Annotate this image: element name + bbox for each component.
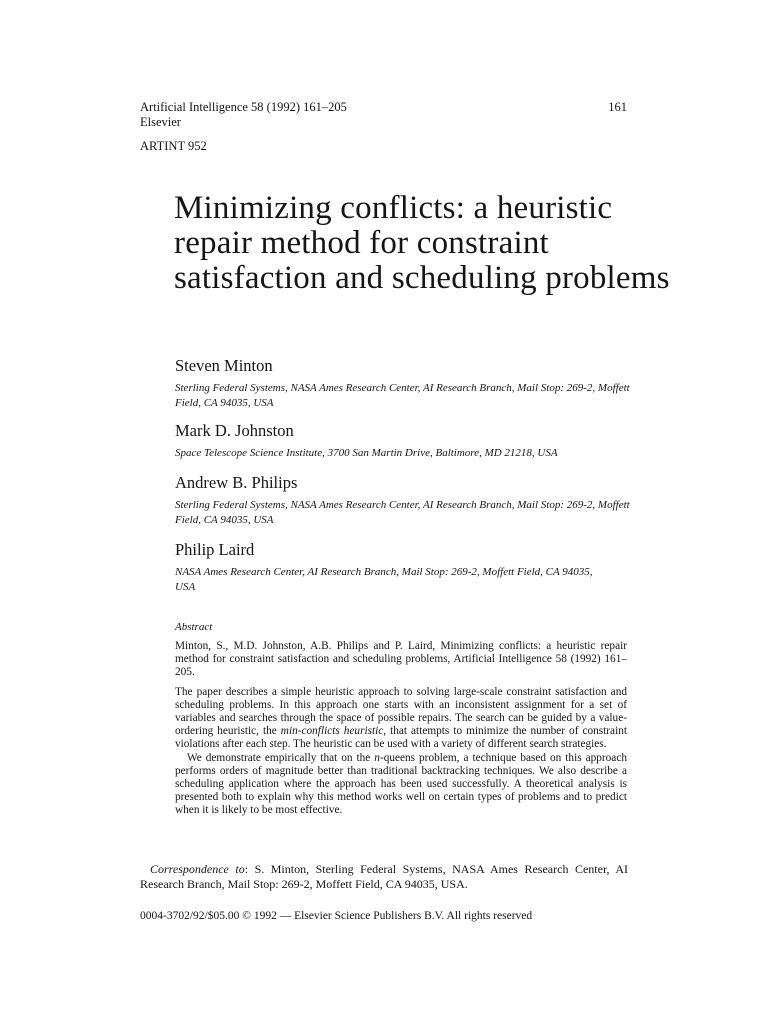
abstract-label: Abstract — [175, 621, 213, 633]
author-name: Andrew B. Philips — [175, 473, 298, 492]
author-affiliation: Sterling Federal Systems, NASA Ames Research Center, AI Research Branch, Mail Stop: 269-2, Moffett Field, CA 94035, USA — [175, 499, 630, 526]
author-affiliation: Sterling Federal Systems, NASA Ames Research Center, AI Research Branch, Mail Stop: 269-2, Moffett Field, CA 94035, USA — [175, 382, 630, 409]
author-name: Philip Laird — [175, 540, 255, 559]
publisher: Elsevier — [140, 115, 181, 129]
correspondence-note: Correspondence to: S. Minton, Sterling Federal Systems, NASA Ames Research Center, AI Research Branch, Mail Stop: 269-2, Moffett Field, CA 94035, USA. — [140, 862, 628, 891]
author-block — [175, 356, 645, 411]
journal-header — [140, 100, 347, 130]
author-affiliation: Space Telescope Science Institute, 3700 San Martin Drive, Baltimore, MD 21218, USA — [175, 447, 558, 459]
abstract-body — [175, 640, 627, 818]
article-id: ARTINT 952 — [140, 139, 207, 153]
paper-title: Minimizing conflicts: a heuristic repair method for constraint satisfaction and scheduling problems — [174, 190, 670, 296]
emphasis: n — [374, 751, 380, 764]
author-name: Steven Minton — [175, 356, 273, 375]
author-block — [175, 473, 645, 528]
emphasis: min-conflicts heuristic — [280, 725, 384, 738]
author-block — [175, 421, 615, 461]
correspondence-label: Correspondence to — [150, 862, 245, 876]
author-affiliation: NASA Ames Research Center, AI Research Branch, Mail Stop: 269-2, Moffett Field, CA 94035, USA — [175, 566, 593, 593]
abstract-citation: Minton, S., M.D. Johnston, A.B. Philips and P. Laird, Minimizing conflicts: a heuristic repair method for constraint satisfaction and scheduling problems, Artificial Intelligence 58 (1992) 161–205. — [175, 640, 627, 679]
abstract-paragraph: We demonstrate empirically that on the n-queens problem, a technique based on this approach performs orders of magnitude better than traditional backtracking techniques. We also describe a scheduling application where the approach has been used successfully. A theoretical analysis is presented both to explain why this method works well on certain types of problems and to predict when it is likely to be most effective. — [175, 751, 627, 817]
author-block — [175, 540, 615, 595]
journal-citation: Artificial Intelligence 58 (1992) 161–205 — [140, 100, 347, 114]
author-name: Mark D. Johnston — [175, 421, 294, 440]
abstract-paragraph: The paper describes a simple heuristic approach to solving large-scale constraint satisfaction and scheduling problems. In this approach one starts with an inconsistent assignment for a set of variables and searches through the space of possible repairs. The search can be guided by a value-ordering heuristic, the min-conflicts heuristic, that attempts to minimize the number of constraint violations after each step. The heuristic can be used with a variety of different search strategies. — [175, 685, 627, 751]
page-number: 161 — [608, 100, 627, 114]
copyright-line: 0004-3702/92/$05.00 © 1992 — Elsevier Science Publishers B.V. All rights reserved — [140, 910, 533, 922]
